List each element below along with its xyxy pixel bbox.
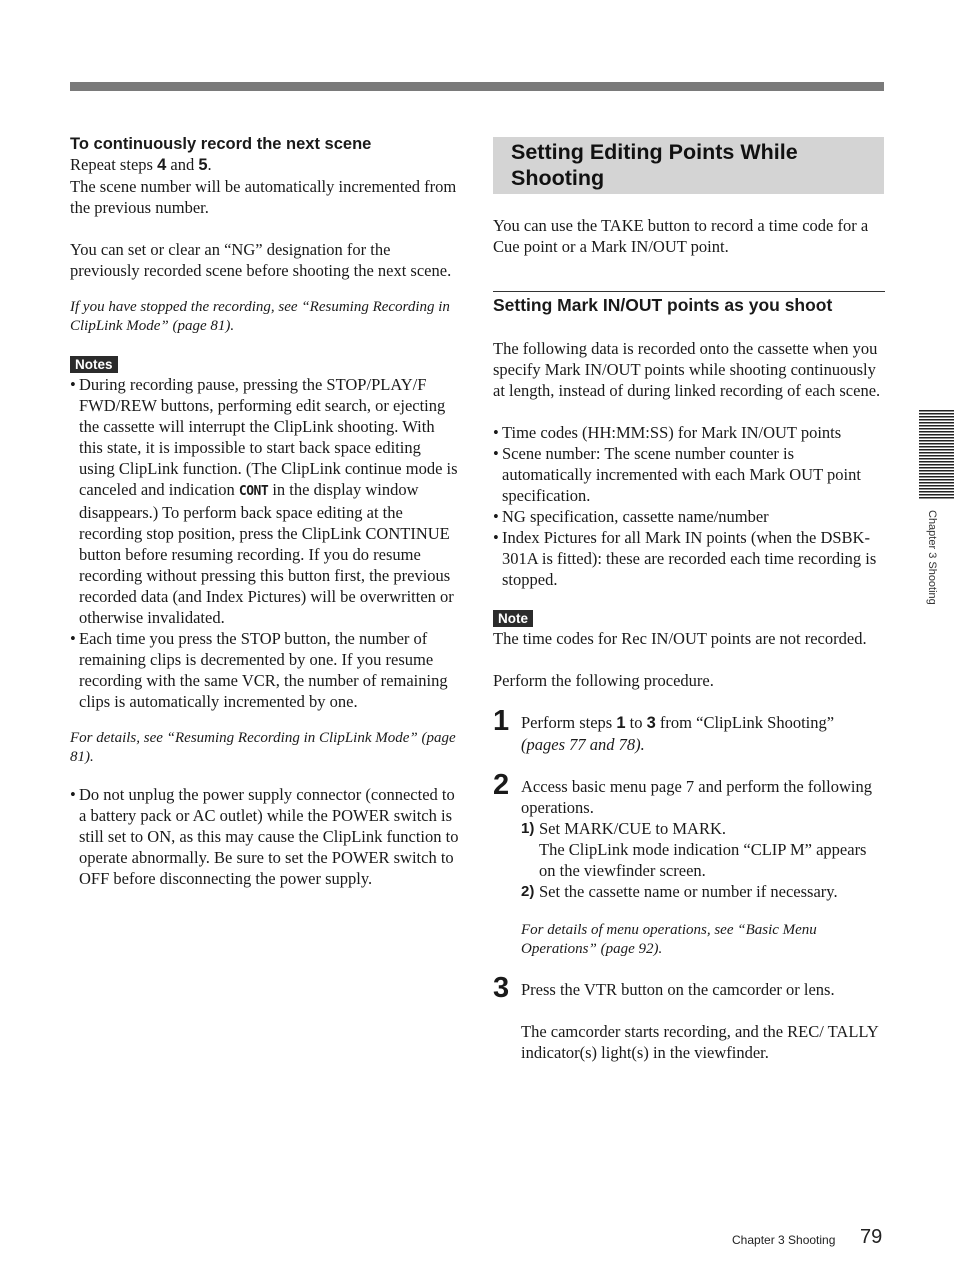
page-number: 79 xyxy=(860,1226,883,1248)
note-item: • Do not unplug the power supply connector (connected to a battery pack or AC outlet) while the POWER switch is still set to ON, as this may cause the ClipLink function to operate abnormally. Be sure to set the POWER switch to OFF before disconnecting the power supply. xyxy=(70,784,460,889)
step-1: 1 Perform steps 1 to 3 from “ClipLink Shooting” (pages 77 and 78). xyxy=(493,712,885,755)
section-heading-box xyxy=(493,137,884,194)
data-intro-text: The following data is recorded onto the cassette when you specify Mark IN/OUT points while shooting continuously at length, instead of during linked recording of each scene. xyxy=(493,339,881,400)
repeat-steps-text: Repeat steps 4 and 5. xyxy=(70,155,212,174)
auto-increment-text: The scene number will be automatically incremented from the previous number. xyxy=(70,177,457,217)
step-2: 2 Access basic menu page 7 and perform the following operations. 1) Set MARK/CUE to MARK. The ClipLink mode indication “CLIP M” appears on the viewfinder screen. 2) Set the cassette name or number if necessary. For details of menu operations, see “Basic Menu Operations” (page 92). xyxy=(493,776,885,959)
note-item: • Each time you press the STOP button, the number of remaining clips is decremented by one. If you resume recording with the same VCR, the number of remaining clips is automatically incremented by one. xyxy=(70,628,460,712)
recorded-data-list xyxy=(493,422,885,590)
menu-reference: For details of menu operations, see “Basic Menu Operations” (page 92). xyxy=(521,922,817,957)
details-reference: For details, see “Resuming Recording in ClipLink Mode” (page 81). xyxy=(70,730,456,765)
notes-list xyxy=(70,374,460,712)
footer-chapter: Chapter 3 Shooting xyxy=(732,1233,836,1247)
power-note-list xyxy=(70,784,460,889)
subheading: Setting Mark IN/OUT points as you shoot xyxy=(493,295,833,315)
cont-indicator-icon: CONT xyxy=(238,484,269,499)
chapter-tab-stripes xyxy=(919,410,954,500)
left-column xyxy=(70,134,460,889)
resume-reference: If you have stopped the recording, see “Resuming Recording in ClipLink Mode” (page 81). xyxy=(70,299,450,334)
side-chapter-label: Chapter 3 Shooting xyxy=(926,510,938,605)
subheading-rule xyxy=(493,291,885,316)
intro-text: You can use the TAKE button to record a time code for a Cue point or a Mark IN/OUT point. xyxy=(493,216,869,256)
step-number: 1 xyxy=(493,705,510,737)
sub-step-2: 2) Set the cassette name or number if necessary. xyxy=(521,882,838,901)
step-number: 2 xyxy=(493,769,510,801)
step-3: 3 Press the VTR button on the camcorder or lens. The camcorder starts recording, and the REC/ TALLY indicator(s) light(s) in the viewfinder. xyxy=(493,972,879,1062)
header-rule xyxy=(70,82,884,91)
step-number: 3 xyxy=(493,972,510,1004)
note-label: Note xyxy=(493,610,533,627)
note-item: • During recording pause, pressing the STOP/PLAY/F FWD/REW buttons, performing edit search, or ejecting the cassette will interrupt the ClipLink shooting. With this state, it is impossible to start back space editing using ClipLink function. (The ClipLink continue mode is canceled and indication CONT in the display window disappears.) To perform back space editing at the recording stop position, press the ClipLink CONTINUE button before resuming recording. If you do resume recording without pressing this button first, the previous recorded data (and Index Pictures) will be overwritten or otherwise invalidated. xyxy=(70,374,460,628)
section-title: Setting Editing Points While Shooting xyxy=(511,140,798,190)
step1-reference: (pages 77 and 78). xyxy=(521,735,645,754)
ng-designation-text: You can set or clear an “NG” designation for the previously recorded scene before shooting the next scene. xyxy=(70,240,452,280)
notes-label: Notes xyxy=(70,356,118,373)
list-item: • NG specification, cassette name/number xyxy=(493,506,885,527)
note-text: The time codes for Rec IN/OUT points are not recorded. xyxy=(493,629,867,648)
procedure-text: Perform the following procedure. xyxy=(493,671,714,690)
list-item: • Index Pictures for all Mark IN points (when the DSBK-301A is fitted): these are recorded each time recording is stopped. xyxy=(493,527,885,590)
list-item: • Time codes (HH:MM:SS) for Mark IN/OUT points xyxy=(493,422,885,443)
right-column xyxy=(493,137,885,1063)
sub-step-1: 1) Set MARK/CUE to MARK. The ClipLink mode indication “CLIP M” appears on the viewfinder screen. xyxy=(521,819,867,880)
continuous-record-heading: To continuously record the next scene xyxy=(70,135,372,153)
list-item: • Scene number: The scene number counter is automatically incremented with each Mark OUT point specification. xyxy=(493,443,885,506)
